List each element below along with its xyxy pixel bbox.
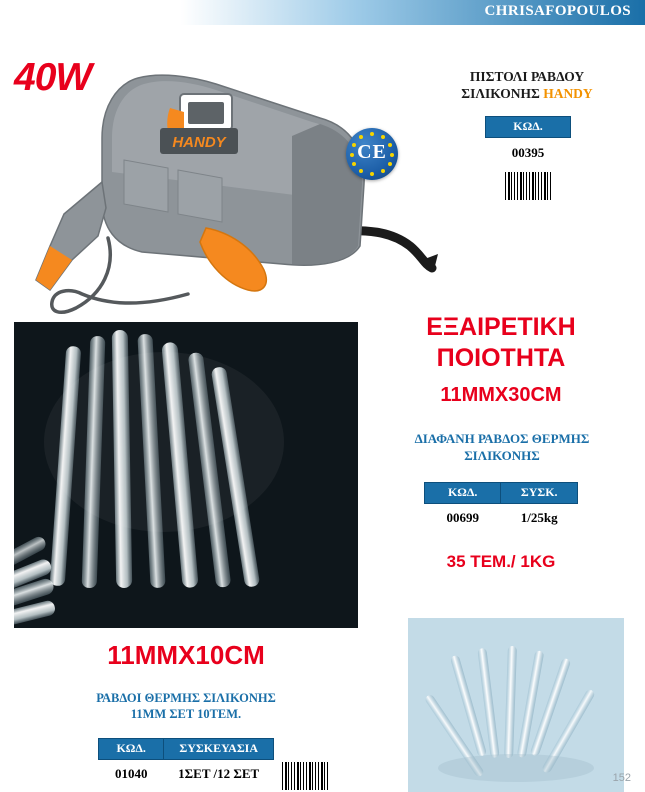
quality-line-2: ΠΟΙΟΤΗΤΑ xyxy=(436,344,566,372)
gun-brand-handy: HANDY xyxy=(543,86,593,101)
table-row xyxy=(99,760,274,786)
rod-pack-note: 35 TEM./ 1KG xyxy=(446,552,556,571)
table-header-row xyxy=(425,483,578,504)
rod-table-pack-value: 1/25kg xyxy=(520,510,558,525)
page-number: 152 xyxy=(612,772,631,784)
barcode-icon-gun xyxy=(505,172,551,200)
set-description-line2: 11MM ΣΕΤ 10ΤΕΜ. xyxy=(130,707,242,721)
rod-code-table xyxy=(424,482,578,529)
rod-description-line2: ΣΙΛΙΚΟΝΗΣ xyxy=(464,448,540,463)
gun-title-line1: ΠΙΣΤΟΛΙ ΡΑΒΔΟΥ xyxy=(469,69,585,84)
ce-mark-icon xyxy=(346,128,398,180)
wattage-badge: 40W xyxy=(14,56,92,99)
rod-description xyxy=(374,430,630,464)
gun-title xyxy=(424,68,630,102)
brand-name: CHRISAFOPOULOS xyxy=(484,3,631,19)
set-description xyxy=(48,690,324,722)
svg-text:HANDY: HANDY xyxy=(172,134,226,151)
table-row xyxy=(425,504,578,530)
silicone-sticks-photo xyxy=(14,322,358,628)
set-table-header-code: ΚΩΔ. xyxy=(99,739,164,760)
quality-line-1: ΕΞΑΙΡΕΤΙΚΗ xyxy=(426,313,576,341)
set-table-header-packaging: ΣΥΣΚΕΥΑΣΙΑ xyxy=(164,739,274,760)
set-table-packaging-value: 1ΣΕΤ /12 ΣΕΤ xyxy=(178,766,260,781)
short-sticks-photo xyxy=(408,618,624,792)
gun-code-value: 00395 xyxy=(511,145,545,160)
gun-title-line2-prefix: ΣΙΛΙΚΟΝΗΣ xyxy=(461,86,544,101)
table-header-row xyxy=(99,739,274,760)
set-size: 11MMX10CM xyxy=(107,640,265,670)
rod-table-code-value: 00699 xyxy=(446,510,479,525)
gun-title-line2 xyxy=(424,85,630,102)
set-code-table xyxy=(98,738,274,785)
quality-headline xyxy=(370,312,632,374)
rod-size: 11MMX30CM xyxy=(440,384,562,406)
set-description-line1: ΡΑΒΔΟΙ ΘΕΡΜΗΣ ΣΙΛΙΚΟΝΗΣ xyxy=(96,691,276,705)
rod-description-line1: ΔΙΑΦΑΝΗ ΡΑΒΔΟΣ ΘΕΡΜΗΣ xyxy=(414,431,590,446)
barcode-icon-set xyxy=(282,762,328,790)
ce-label: CE xyxy=(357,141,387,163)
gun-code-header: ΚΩΔ. xyxy=(485,116,571,138)
gun-code-table xyxy=(485,116,571,164)
rod-table-header-code: ΚΩΔ. xyxy=(425,483,501,504)
page-header-band xyxy=(0,0,645,25)
set-table-code-value: 01040 xyxy=(114,766,148,781)
rod-table-header-pack: ΣΥΣΚ. xyxy=(501,483,578,504)
